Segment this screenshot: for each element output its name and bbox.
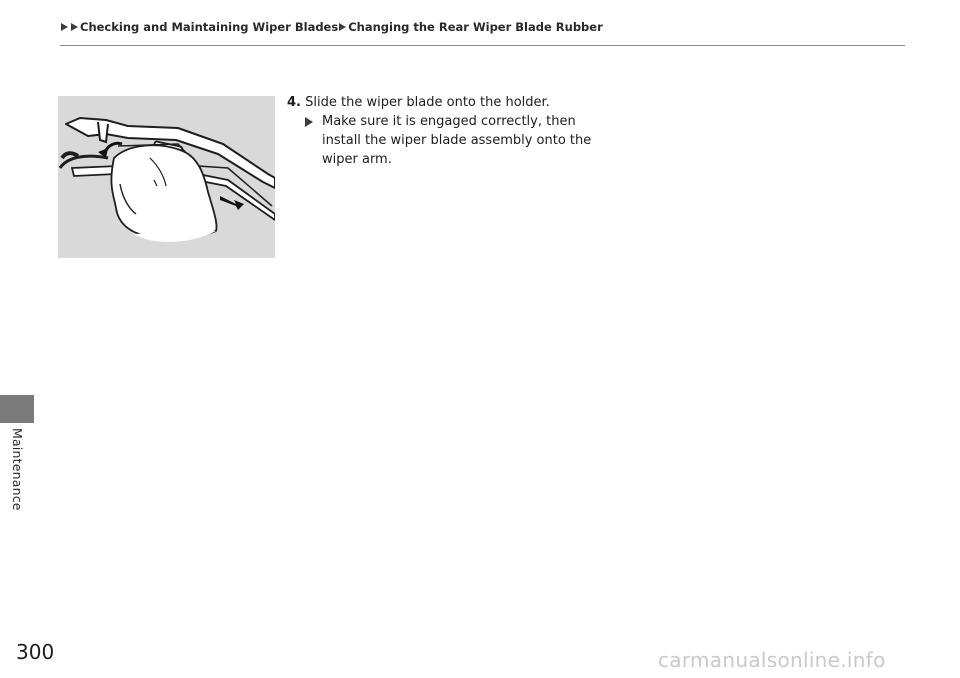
header-divider — [60, 45, 905, 46]
step-text: Slide the wiper blade onto the holder. — [305, 95, 550, 110]
breadcrumb-item[interactable]: Checking and Maintaining Wiper Blades — [80, 20, 339, 34]
step-4 — [287, 93, 607, 112]
note-text: Make sure it is engaged correctly, then install the wiper blade assembly onto the wiper arm. — [322, 114, 592, 167]
step-note — [305, 112, 605, 169]
note-arrow-icon — [305, 117, 313, 127]
wiper-blade-illustration-icon — [58, 96, 275, 258]
step-number: 4. — [287, 95, 301, 110]
breadcrumb-arrow-icon — [61, 23, 68, 31]
breadcrumb-arrow-icon — [339, 23, 346, 31]
page-number: 300 — [16, 640, 55, 664]
wiper-blade-illustration — [58, 96, 275, 258]
section-label: Maintenance — [10, 428, 25, 511]
breadcrumb-item[interactable]: Changing the Rear Wiper Blade Rubber — [348, 20, 603, 34]
section-tab — [0, 395, 34, 423]
breadcrumb — [60, 20, 603, 34]
breadcrumb-arrow-icon — [71, 23, 78, 31]
watermark: carmanualsonline.info — [658, 648, 886, 672]
